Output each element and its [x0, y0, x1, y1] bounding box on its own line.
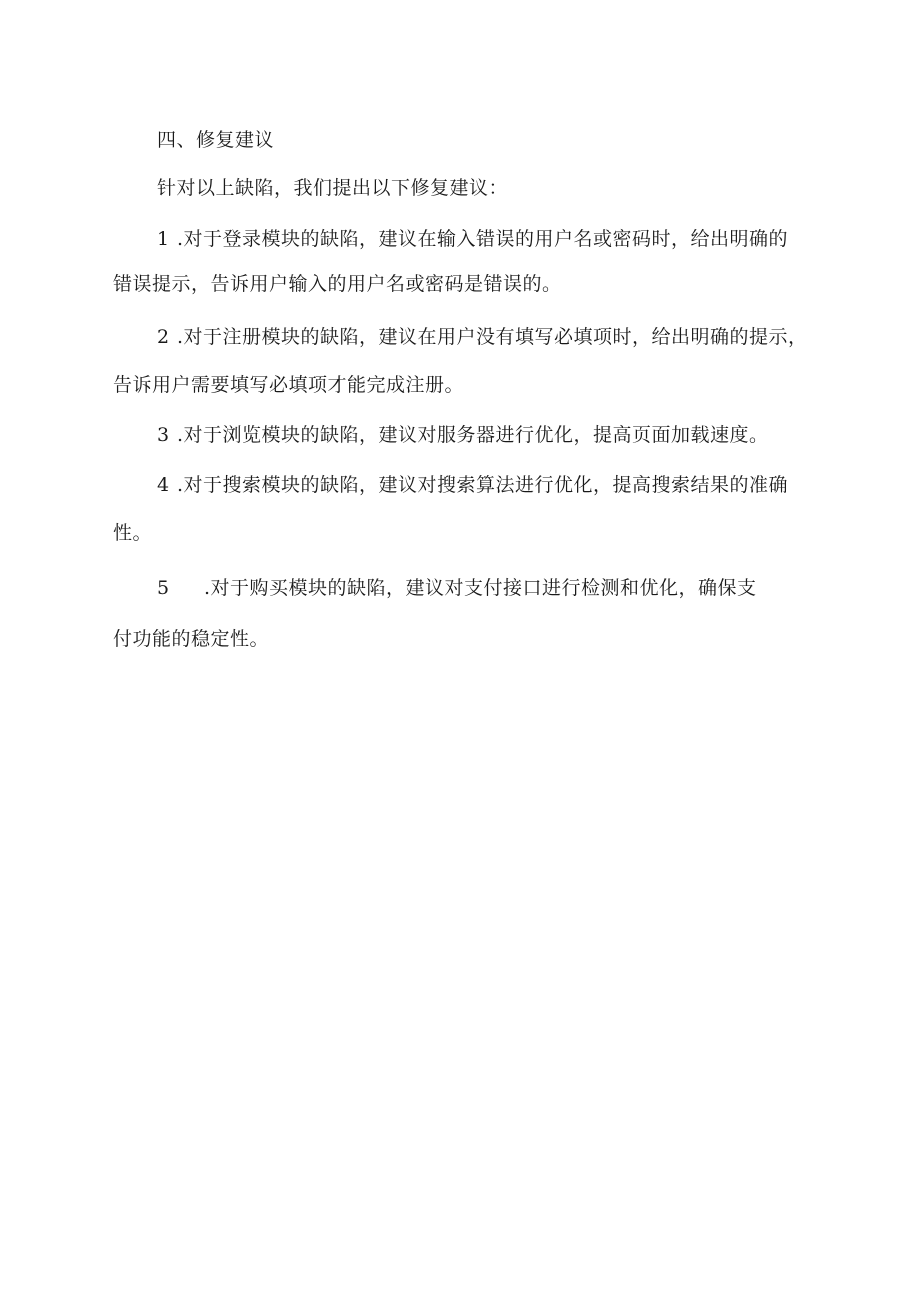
list-item-text: .对于购买模块的缺陷，建议对支付接口进行检测和优化，确保支 [204, 577, 757, 599]
intro-paragraph: 针对以上缺陷，我们提出以下修复建议： [157, 177, 509, 199]
list-item-2-line-1 [157, 324, 808, 350]
list-item-number: 2 [157, 326, 170, 348]
list-item-text: .对于注册模块的缺陷，建议在用户没有填写必填项时，给出明确的提示， [177, 326, 808, 348]
list-item-5-line-1 [157, 575, 757, 601]
list-item-4-line-1 [157, 472, 788, 498]
list-item-text: .对于搜索模块的缺陷，建议对搜索算法进行优化，提高搜索结果的准确 [177, 474, 789, 496]
list-item-text: .对于浏览模块的缺陷，建议对服务器进行优化，提高页面加载速度。 [177, 424, 769, 446]
list-item-text: .对于登录模块的缺陷，建议在输入错误的用户名或密码时，给出明确的 [177, 228, 789, 250]
list-item-5-line-2: 付功能的稳定性。 [113, 628, 270, 650]
list-item-number: 4 [157, 474, 170, 496]
section-heading: 四、修复建议 [157, 129, 275, 151]
list-item-number: 5 [157, 577, 170, 599]
list-item-2-line-2: 告诉用户需要填写必填项才能完成注册。 [113, 374, 465, 396]
list-item-1-line-1 [157, 226, 788, 252]
list-item-3-line-1 [157, 422, 769, 448]
list-item-number: 3 [157, 424, 170, 446]
list-item-number: 1 [157, 228, 170, 250]
list-item-1-line-2: 错误提示，告诉用户输入的用户名或密码是错误的。 [113, 273, 562, 295]
list-item-4-line-2: 性。 [113, 522, 153, 544]
